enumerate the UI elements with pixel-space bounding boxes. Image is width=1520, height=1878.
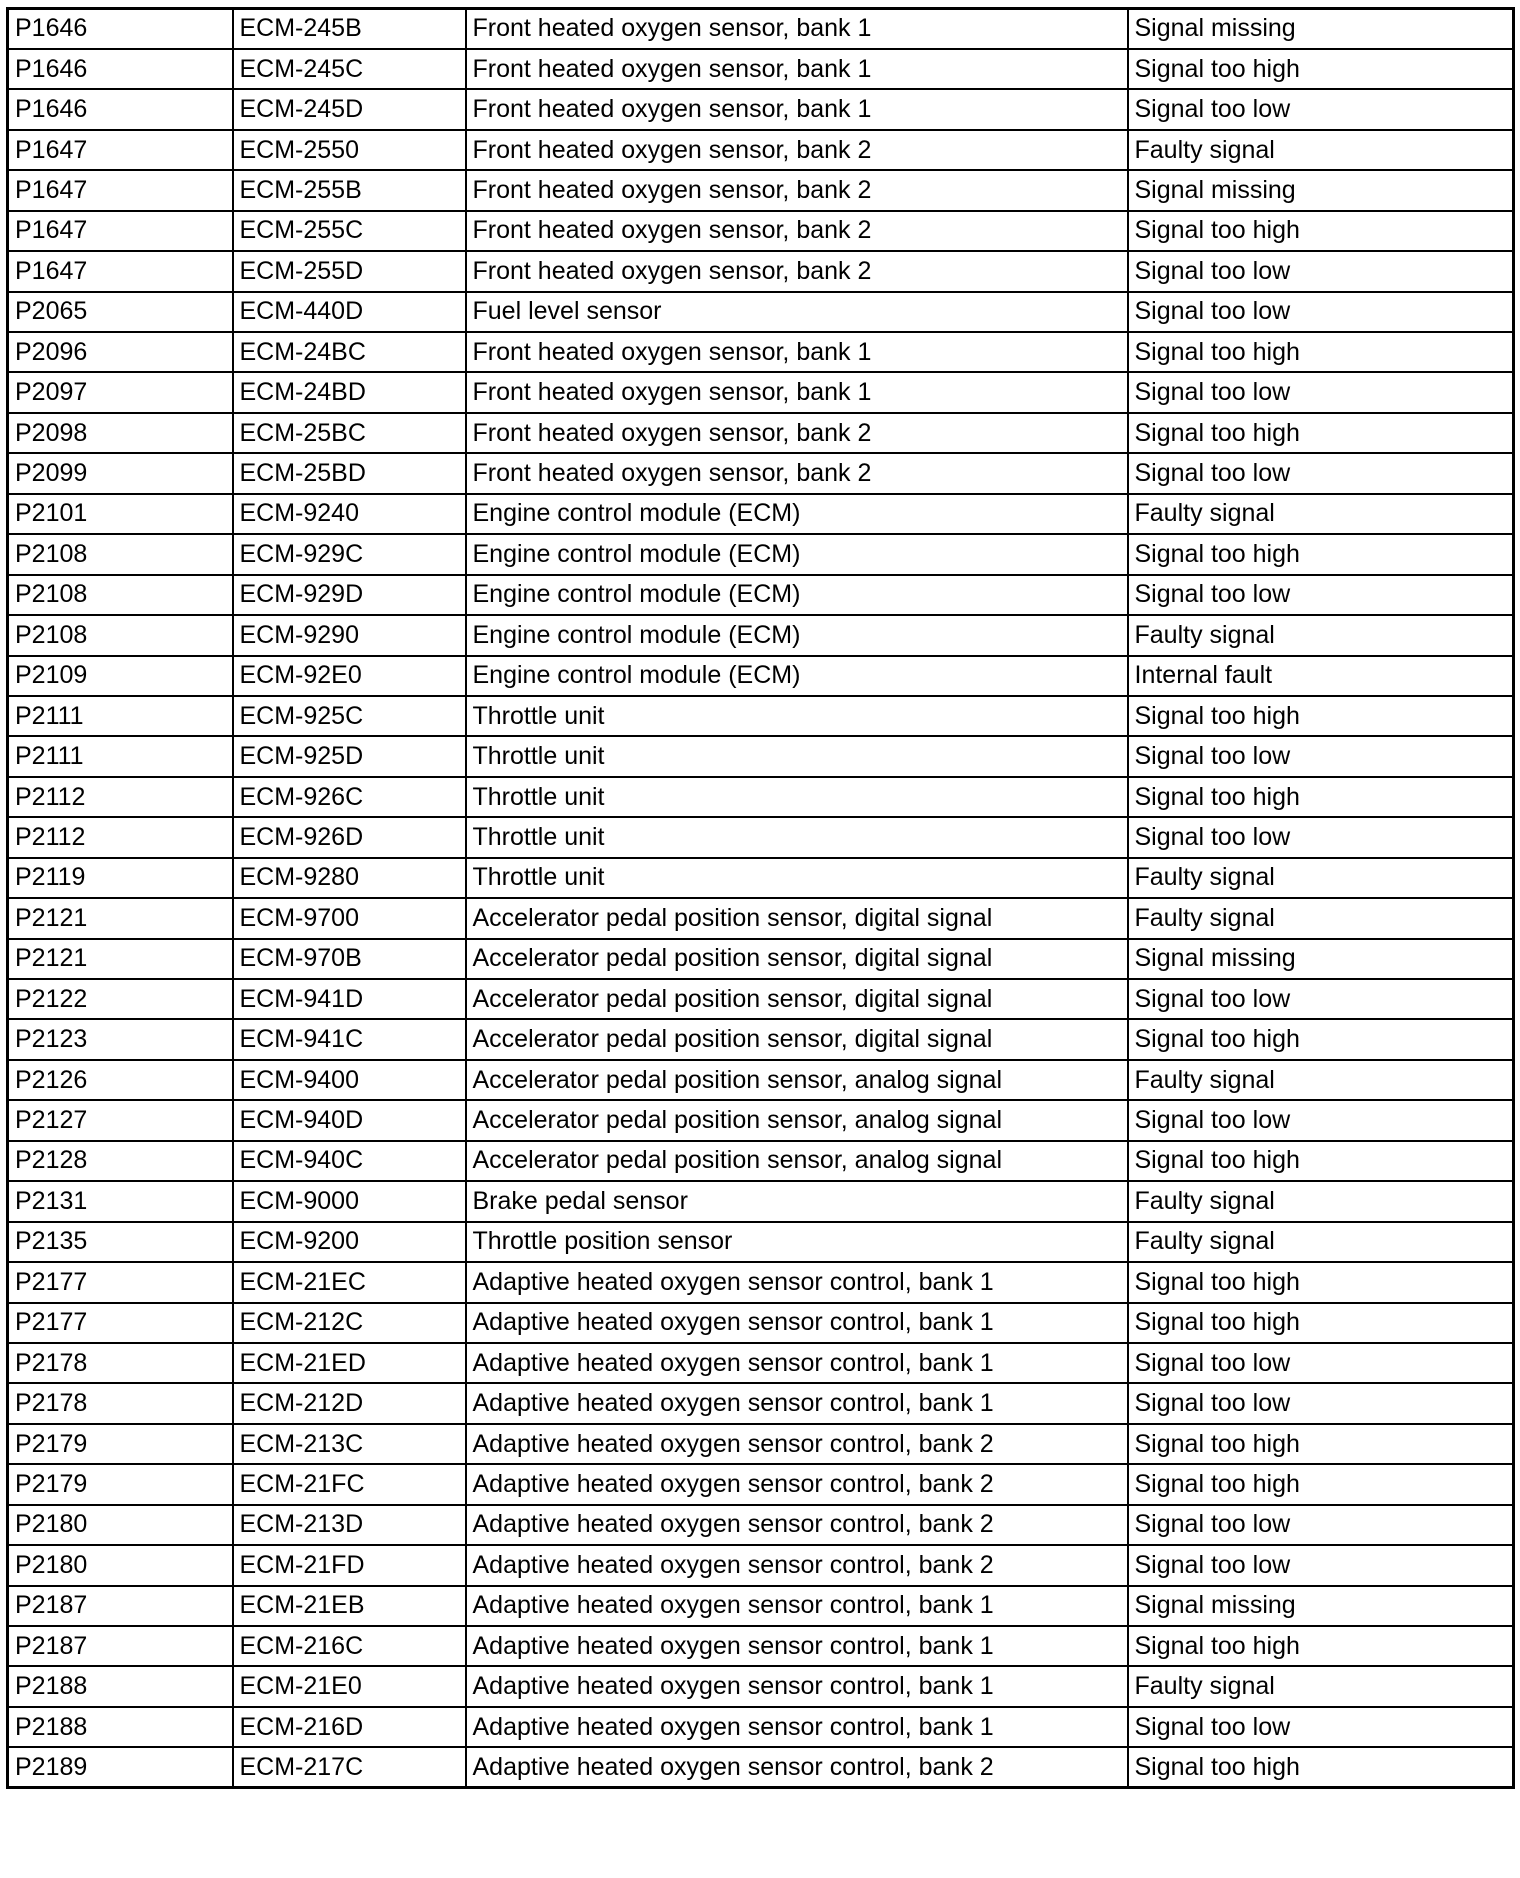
component-cell: Adaptive heated oxygen sensor control, bank 2 xyxy=(466,1505,1128,1545)
table-row xyxy=(8,1747,1514,1787)
fault-type-cell: Faulty signal xyxy=(1128,858,1514,898)
table-row xyxy=(8,89,1514,129)
table-row xyxy=(8,777,1514,817)
ecm-code-cell: ECM-21ED xyxy=(233,1343,466,1383)
table-row xyxy=(8,1262,1514,1302)
fault-type-cell: Signal missing xyxy=(1128,170,1514,210)
table-row xyxy=(8,332,1514,372)
fault-type-cell: Signal too low xyxy=(1128,1545,1514,1585)
component-cell: Front heated oxygen sensor, bank 2 xyxy=(466,453,1128,493)
table-row xyxy=(8,615,1514,655)
table-row xyxy=(8,292,1514,332)
dtc-code-cell: P1646 xyxy=(8,49,233,89)
dtc-code-cell: P2099 xyxy=(8,453,233,493)
component-cell: Adaptive heated oxygen sensor control, bank 1 xyxy=(466,1383,1128,1423)
component-cell: Front heated oxygen sensor, bank 2 xyxy=(466,170,1128,210)
fault-type-cell: Signal too high xyxy=(1128,1262,1514,1302)
dtc-code-cell: P1646 xyxy=(8,9,233,49)
component-cell: Front heated oxygen sensor, bank 1 xyxy=(466,332,1128,372)
table-row xyxy=(8,1222,1514,1262)
component-cell: Adaptive heated oxygen sensor control, bank 1 xyxy=(466,1626,1128,1666)
fault-type-cell: Faulty signal xyxy=(1128,1060,1514,1100)
component-cell: Engine control module (ECM) xyxy=(466,494,1128,534)
component-cell: Fuel level sensor xyxy=(466,292,1128,332)
fault-type-cell: Signal too low xyxy=(1128,1343,1514,1383)
dtc-code-cell: P1647 xyxy=(8,130,233,170)
dtc-code-cell: P2112 xyxy=(8,777,233,817)
ecm-code-cell: ECM-216D xyxy=(233,1707,466,1747)
dtc-code-cell: P2122 xyxy=(8,979,233,1019)
component-cell: Adaptive heated oxygen sensor control, bank 1 xyxy=(466,1303,1128,1343)
ecm-code-cell: ECM-2550 xyxy=(233,130,466,170)
table-row xyxy=(8,1303,1514,1343)
dtc-code-cell: P2111 xyxy=(8,736,233,776)
ecm-code-cell: ECM-440D xyxy=(233,292,466,332)
fault-type-cell: Signal too low xyxy=(1128,251,1514,291)
table-row xyxy=(8,696,1514,736)
fault-type-cell: Signal too low xyxy=(1128,1707,1514,1747)
table-row xyxy=(8,1626,1514,1666)
dtc-code-cell: P2178 xyxy=(8,1383,233,1423)
component-cell: Front heated oxygen sensor, bank 1 xyxy=(466,372,1128,412)
component-cell: Accelerator pedal position sensor, analog signal xyxy=(466,1100,1128,1140)
component-cell: Adaptive heated oxygen sensor control, bank 2 xyxy=(466,1747,1128,1787)
component-cell: Adaptive heated oxygen sensor control, bank 1 xyxy=(466,1343,1128,1383)
component-cell: Throttle unit xyxy=(466,858,1128,898)
component-cell: Accelerator pedal position sensor, digital signal xyxy=(466,898,1128,938)
table-row xyxy=(8,1019,1514,1059)
fault-type-cell: Signal too high xyxy=(1128,413,1514,453)
dtc-code-cell: P2128 xyxy=(8,1141,233,1181)
table-row xyxy=(8,1181,1514,1221)
table-row xyxy=(8,1464,1514,1504)
ecm-code-cell: ECM-925D xyxy=(233,736,466,776)
fault-type-cell: Internal fault xyxy=(1128,656,1514,696)
ecm-code-cell: ECM-970B xyxy=(233,939,466,979)
fault-type-cell: Faulty signal xyxy=(1128,494,1514,534)
dtc-code-cell: P2121 xyxy=(8,898,233,938)
dtc-code-cell: P2188 xyxy=(8,1707,233,1747)
table-row xyxy=(8,1707,1514,1747)
ecm-code-cell: ECM-21FD xyxy=(233,1545,466,1585)
table-row xyxy=(8,1100,1514,1140)
fault-type-cell: Signal too high xyxy=(1128,1424,1514,1464)
dtc-code-cell: P1647 xyxy=(8,251,233,291)
fault-type-cell: Signal too high xyxy=(1128,1747,1514,1787)
ecm-code-cell: ECM-9280 xyxy=(233,858,466,898)
table-row xyxy=(8,494,1514,534)
dtc-code-cell: P2127 xyxy=(8,1100,233,1140)
dtc-code-cell: P2112 xyxy=(8,817,233,857)
ecm-code-cell: ECM-9400 xyxy=(233,1060,466,1100)
table-row xyxy=(8,939,1514,979)
fault-type-cell: Signal too low xyxy=(1128,292,1514,332)
dtc-code-cell: P2135 xyxy=(8,1222,233,1262)
fault-type-cell: Signal too high xyxy=(1128,1626,1514,1666)
ecm-code-cell: ECM-926D xyxy=(233,817,466,857)
table-row xyxy=(8,1505,1514,1545)
fault-type-cell: Signal too high xyxy=(1128,1464,1514,1504)
fault-type-cell: Signal missing xyxy=(1128,9,1514,49)
dtc-code-cell: P2177 xyxy=(8,1303,233,1343)
dtc-code-cell: P2098 xyxy=(8,413,233,453)
component-cell: Adaptive heated oxygen sensor control, bank 1 xyxy=(466,1707,1128,1747)
dtc-code-cell: P2111 xyxy=(8,696,233,736)
dtc-table-body xyxy=(8,9,1514,1788)
component-cell: Engine control module (ECM) xyxy=(466,615,1128,655)
fault-type-cell: Faulty signal xyxy=(1128,615,1514,655)
dtc-code-cell: P2179 xyxy=(8,1464,233,1504)
fault-type-cell: Signal too low xyxy=(1128,736,1514,776)
fault-type-cell: Faulty signal xyxy=(1128,130,1514,170)
dtc-code-cell: P2177 xyxy=(8,1262,233,1302)
ecm-code-cell: ECM-255B xyxy=(233,170,466,210)
ecm-code-cell: ECM-212D xyxy=(233,1383,466,1423)
dtc-code-cell: P2097 xyxy=(8,372,233,412)
component-cell: Throttle unit xyxy=(466,696,1128,736)
component-cell: Front heated oxygen sensor, bank 2 xyxy=(466,413,1128,453)
fault-type-cell: Faulty signal xyxy=(1128,1222,1514,1262)
ecm-code-cell: ECM-245C xyxy=(233,49,466,89)
ecm-code-cell: ECM-21EC xyxy=(233,1262,466,1302)
dtc-code-cell: P2065 xyxy=(8,292,233,332)
ecm-code-cell: ECM-940D xyxy=(233,1100,466,1140)
table-row xyxy=(8,413,1514,453)
fault-type-cell: Faulty signal xyxy=(1128,898,1514,938)
component-cell: Adaptive heated oxygen sensor control, bank 1 xyxy=(466,1666,1128,1706)
table-row xyxy=(8,898,1514,938)
ecm-code-cell: ECM-92E0 xyxy=(233,656,466,696)
component-cell: Throttle unit xyxy=(466,777,1128,817)
ecm-code-cell: ECM-213C xyxy=(233,1424,466,1464)
table-row xyxy=(8,817,1514,857)
ecm-code-cell: ECM-216C xyxy=(233,1626,466,1666)
fault-type-cell: Faulty signal xyxy=(1128,1666,1514,1706)
ecm-code-cell: ECM-941D xyxy=(233,979,466,1019)
dtc-code-cell: P1646 xyxy=(8,89,233,129)
component-cell: Front heated oxygen sensor, bank 1 xyxy=(466,9,1128,49)
table-row xyxy=(8,1141,1514,1181)
table-row xyxy=(8,49,1514,89)
component-cell: Front heated oxygen sensor, bank 1 xyxy=(466,89,1128,129)
ecm-code-cell: ECM-925C xyxy=(233,696,466,736)
dtc-code-cell: P2109 xyxy=(8,656,233,696)
dtc-code-cell: P2119 xyxy=(8,858,233,898)
ecm-code-cell: ECM-9000 xyxy=(233,1181,466,1221)
table-row xyxy=(8,1424,1514,1464)
dtc-code-cell: P2179 xyxy=(8,1424,233,1464)
table-row xyxy=(8,1343,1514,1383)
dtc-table xyxy=(6,7,1515,1789)
ecm-code-cell: ECM-245D xyxy=(233,89,466,129)
table-row xyxy=(8,453,1514,493)
component-cell: Accelerator pedal position sensor, analog signal xyxy=(466,1060,1128,1100)
ecm-code-cell: ECM-21EB xyxy=(233,1586,466,1626)
dtc-code-cell: P2187 xyxy=(8,1586,233,1626)
fault-type-cell: Signal too low xyxy=(1128,817,1514,857)
ecm-code-cell: ECM-213D xyxy=(233,1505,466,1545)
dtc-code-cell: P2131 xyxy=(8,1181,233,1221)
ecm-code-cell: ECM-926C xyxy=(233,777,466,817)
component-cell: Adaptive heated oxygen sensor control, bank 1 xyxy=(466,1586,1128,1626)
fault-type-cell: Signal too low xyxy=(1128,1383,1514,1423)
fault-type-cell: Signal too low xyxy=(1128,979,1514,1019)
ecm-code-cell: ECM-929D xyxy=(233,575,466,615)
ecm-code-cell: ECM-940C xyxy=(233,1141,466,1181)
component-cell: Brake pedal sensor xyxy=(466,1181,1128,1221)
fault-type-cell: Signal too low xyxy=(1128,1505,1514,1545)
table-row xyxy=(8,372,1514,412)
ecm-code-cell: ECM-9700 xyxy=(233,898,466,938)
dtc-code-cell: P2101 xyxy=(8,494,233,534)
fault-type-cell: Signal too high xyxy=(1128,1019,1514,1059)
component-cell: Adaptive heated oxygen sensor control, bank 2 xyxy=(466,1545,1128,1585)
dtc-code-cell: P2108 xyxy=(8,575,233,615)
table-row xyxy=(8,575,1514,615)
fault-type-cell: Signal missing xyxy=(1128,939,1514,979)
fault-type-cell: Signal too low xyxy=(1128,1100,1514,1140)
table-row xyxy=(8,1666,1514,1706)
component-cell: Engine control module (ECM) xyxy=(466,575,1128,615)
dtc-code-cell: P2108 xyxy=(8,534,233,574)
component-cell: Accelerator pedal position sensor, digital signal xyxy=(466,939,1128,979)
ecm-code-cell: ECM-9240 xyxy=(233,494,466,534)
fault-type-cell: Signal too high xyxy=(1128,1141,1514,1181)
component-cell: Adaptive heated oxygen sensor control, bank 2 xyxy=(466,1464,1128,1504)
dtc-code-cell: P2180 xyxy=(8,1545,233,1585)
ecm-code-cell: ECM-941C xyxy=(233,1019,466,1059)
fault-type-cell: Signal too low xyxy=(1128,575,1514,615)
fault-type-cell: Faulty signal xyxy=(1128,1181,1514,1221)
component-cell: Engine control module (ECM) xyxy=(466,656,1128,696)
table-row xyxy=(8,979,1514,1019)
ecm-code-cell: ECM-9290 xyxy=(233,615,466,655)
fault-type-cell: Signal too high xyxy=(1128,49,1514,89)
component-cell: Adaptive heated oxygen sensor control, bank 1 xyxy=(466,1262,1128,1302)
ecm-code-cell: ECM-245B xyxy=(233,9,466,49)
fault-type-cell: Signal too low xyxy=(1128,89,1514,129)
component-cell: Accelerator pedal position sensor, digital signal xyxy=(466,979,1128,1019)
fault-type-cell: Signal too low xyxy=(1128,453,1514,493)
ecm-code-cell: ECM-21FC xyxy=(233,1464,466,1504)
table-row xyxy=(8,736,1514,776)
dtc-code-cell: P1647 xyxy=(8,211,233,251)
ecm-code-cell: ECM-929C xyxy=(233,534,466,574)
fault-type-cell: Signal too high xyxy=(1128,211,1514,251)
fault-type-cell: Signal too high xyxy=(1128,777,1514,817)
table-row xyxy=(8,9,1514,49)
fault-type-cell: Signal too high xyxy=(1128,332,1514,372)
component-cell: Adaptive heated oxygen sensor control, bank 2 xyxy=(466,1424,1128,1464)
table-row xyxy=(8,1545,1514,1585)
ecm-code-cell: ECM-21E0 xyxy=(233,1666,466,1706)
ecm-code-cell: ECM-25BD xyxy=(233,453,466,493)
component-cell: Throttle unit xyxy=(466,736,1128,776)
dtc-code-cell: P2178 xyxy=(8,1343,233,1383)
component-cell: Engine control module (ECM) xyxy=(466,534,1128,574)
ecm-code-cell: ECM-212C xyxy=(233,1303,466,1343)
fault-type-cell: Signal too high xyxy=(1128,1303,1514,1343)
table-row xyxy=(8,130,1514,170)
ecm-code-cell: ECM-25BC xyxy=(233,413,466,453)
ecm-code-cell: ECM-24BC xyxy=(233,332,466,372)
table-row xyxy=(8,1586,1514,1626)
table-row xyxy=(8,656,1514,696)
component-cell: Accelerator pedal position sensor, analog signal xyxy=(466,1141,1128,1181)
component-cell: Front heated oxygen sensor, bank 2 xyxy=(466,251,1128,291)
fault-type-cell: Signal missing xyxy=(1128,1586,1514,1626)
table-row xyxy=(8,534,1514,574)
dtc-code-cell: P2108 xyxy=(8,615,233,655)
component-cell: Throttle position sensor xyxy=(466,1222,1128,1262)
component-cell: Front heated oxygen sensor, bank 1 xyxy=(466,49,1128,89)
dtc-code-cell: P2126 xyxy=(8,1060,233,1100)
ecm-code-cell: ECM-217C xyxy=(233,1747,466,1787)
component-cell: Throttle unit xyxy=(466,817,1128,857)
ecm-code-cell: ECM-9200 xyxy=(233,1222,466,1262)
dtc-code-cell: P2188 xyxy=(8,1666,233,1706)
dtc-code-cell: P2180 xyxy=(8,1505,233,1545)
dtc-code-cell: P2189 xyxy=(8,1747,233,1787)
fault-type-cell: Signal too high xyxy=(1128,696,1514,736)
table-row xyxy=(8,251,1514,291)
dtc-code-cell: P1647 xyxy=(8,170,233,210)
table-row xyxy=(8,858,1514,898)
component-cell: Front heated oxygen sensor, bank 2 xyxy=(466,130,1128,170)
dtc-code-cell: P2123 xyxy=(8,1019,233,1059)
ecm-code-cell: ECM-255D xyxy=(233,251,466,291)
table-row xyxy=(8,1060,1514,1100)
component-cell: Accelerator pedal position sensor, digital signal xyxy=(466,1019,1128,1059)
table-row xyxy=(8,211,1514,251)
ecm-code-cell: ECM-24BD xyxy=(233,372,466,412)
ecm-code-cell: ECM-255C xyxy=(233,211,466,251)
table-row xyxy=(8,170,1514,210)
fault-type-cell: Signal too low xyxy=(1128,372,1514,412)
dtc-code-cell: P2096 xyxy=(8,332,233,372)
dtc-code-cell: P2187 xyxy=(8,1626,233,1666)
fault-type-cell: Signal too high xyxy=(1128,534,1514,574)
dtc-code-cell: P2121 xyxy=(8,939,233,979)
table-row xyxy=(8,1383,1514,1423)
component-cell: Front heated oxygen sensor, bank 2 xyxy=(466,211,1128,251)
